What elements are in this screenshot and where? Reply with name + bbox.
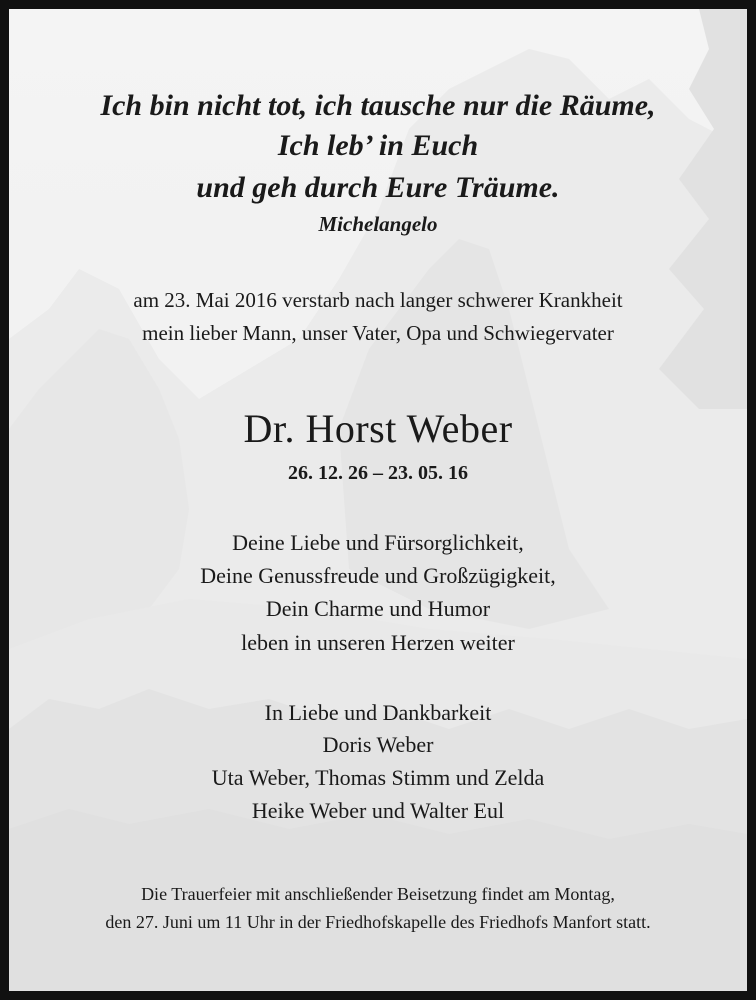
- quote-line-2: Ich leb’ in Euch: [277, 129, 479, 162]
- quote-line-1: Ich bin nicht tot, ich tausche nur die Räume,: [100, 89, 656, 122]
- deceased-name: Dr. Horst Weber: [243, 406, 513, 451]
- tribute-line-1: Deine Liebe und Fürsorglichkeit,: [232, 530, 524, 555]
- mourners-line-4: Heike Weber und Walter Eul: [251, 798, 505, 823]
- life-dates: 26. 12. 26 – 23. 05. 16: [288, 462, 468, 484]
- intro-line-1: am 23. Mai 2016 verstarb nach langer schwerer Krankheit: [133, 288, 623, 312]
- mourners-line-3: Uta Weber, Thomas Stimm und Zelda: [211, 765, 545, 790]
- tribute-line-2: Deine Genussfreude und Großzügigkeit,: [200, 563, 556, 588]
- obituary-text: [9, 9, 747, 991]
- quote-author: Michelangelo: [318, 212, 438, 236]
- mourners-line-2: Doris Weber: [322, 732, 434, 757]
- quote-line-3: und geh durch Eure Träume.: [196, 171, 560, 204]
- tribute-line-4: leben in unseren Herzen weiter: [241, 630, 515, 655]
- tribute-line-3: Dein Charme und Humor: [265, 596, 491, 621]
- intro-line-2: mein lieber Mann, unser Vater, Opa und Schwiegervater: [142, 321, 614, 345]
- funeral-info-line-2: den 27. Juni um 11 Uhr in der Friedhofskapelle des Friedhofs Manfort statt.: [105, 912, 651, 932]
- mourners-line-1: In Liebe und Dankbarkeit: [264, 700, 492, 725]
- funeral-info-line-1: Die Trauerfeier mit anschließender Beisetzung findet am Montag,: [141, 884, 615, 904]
